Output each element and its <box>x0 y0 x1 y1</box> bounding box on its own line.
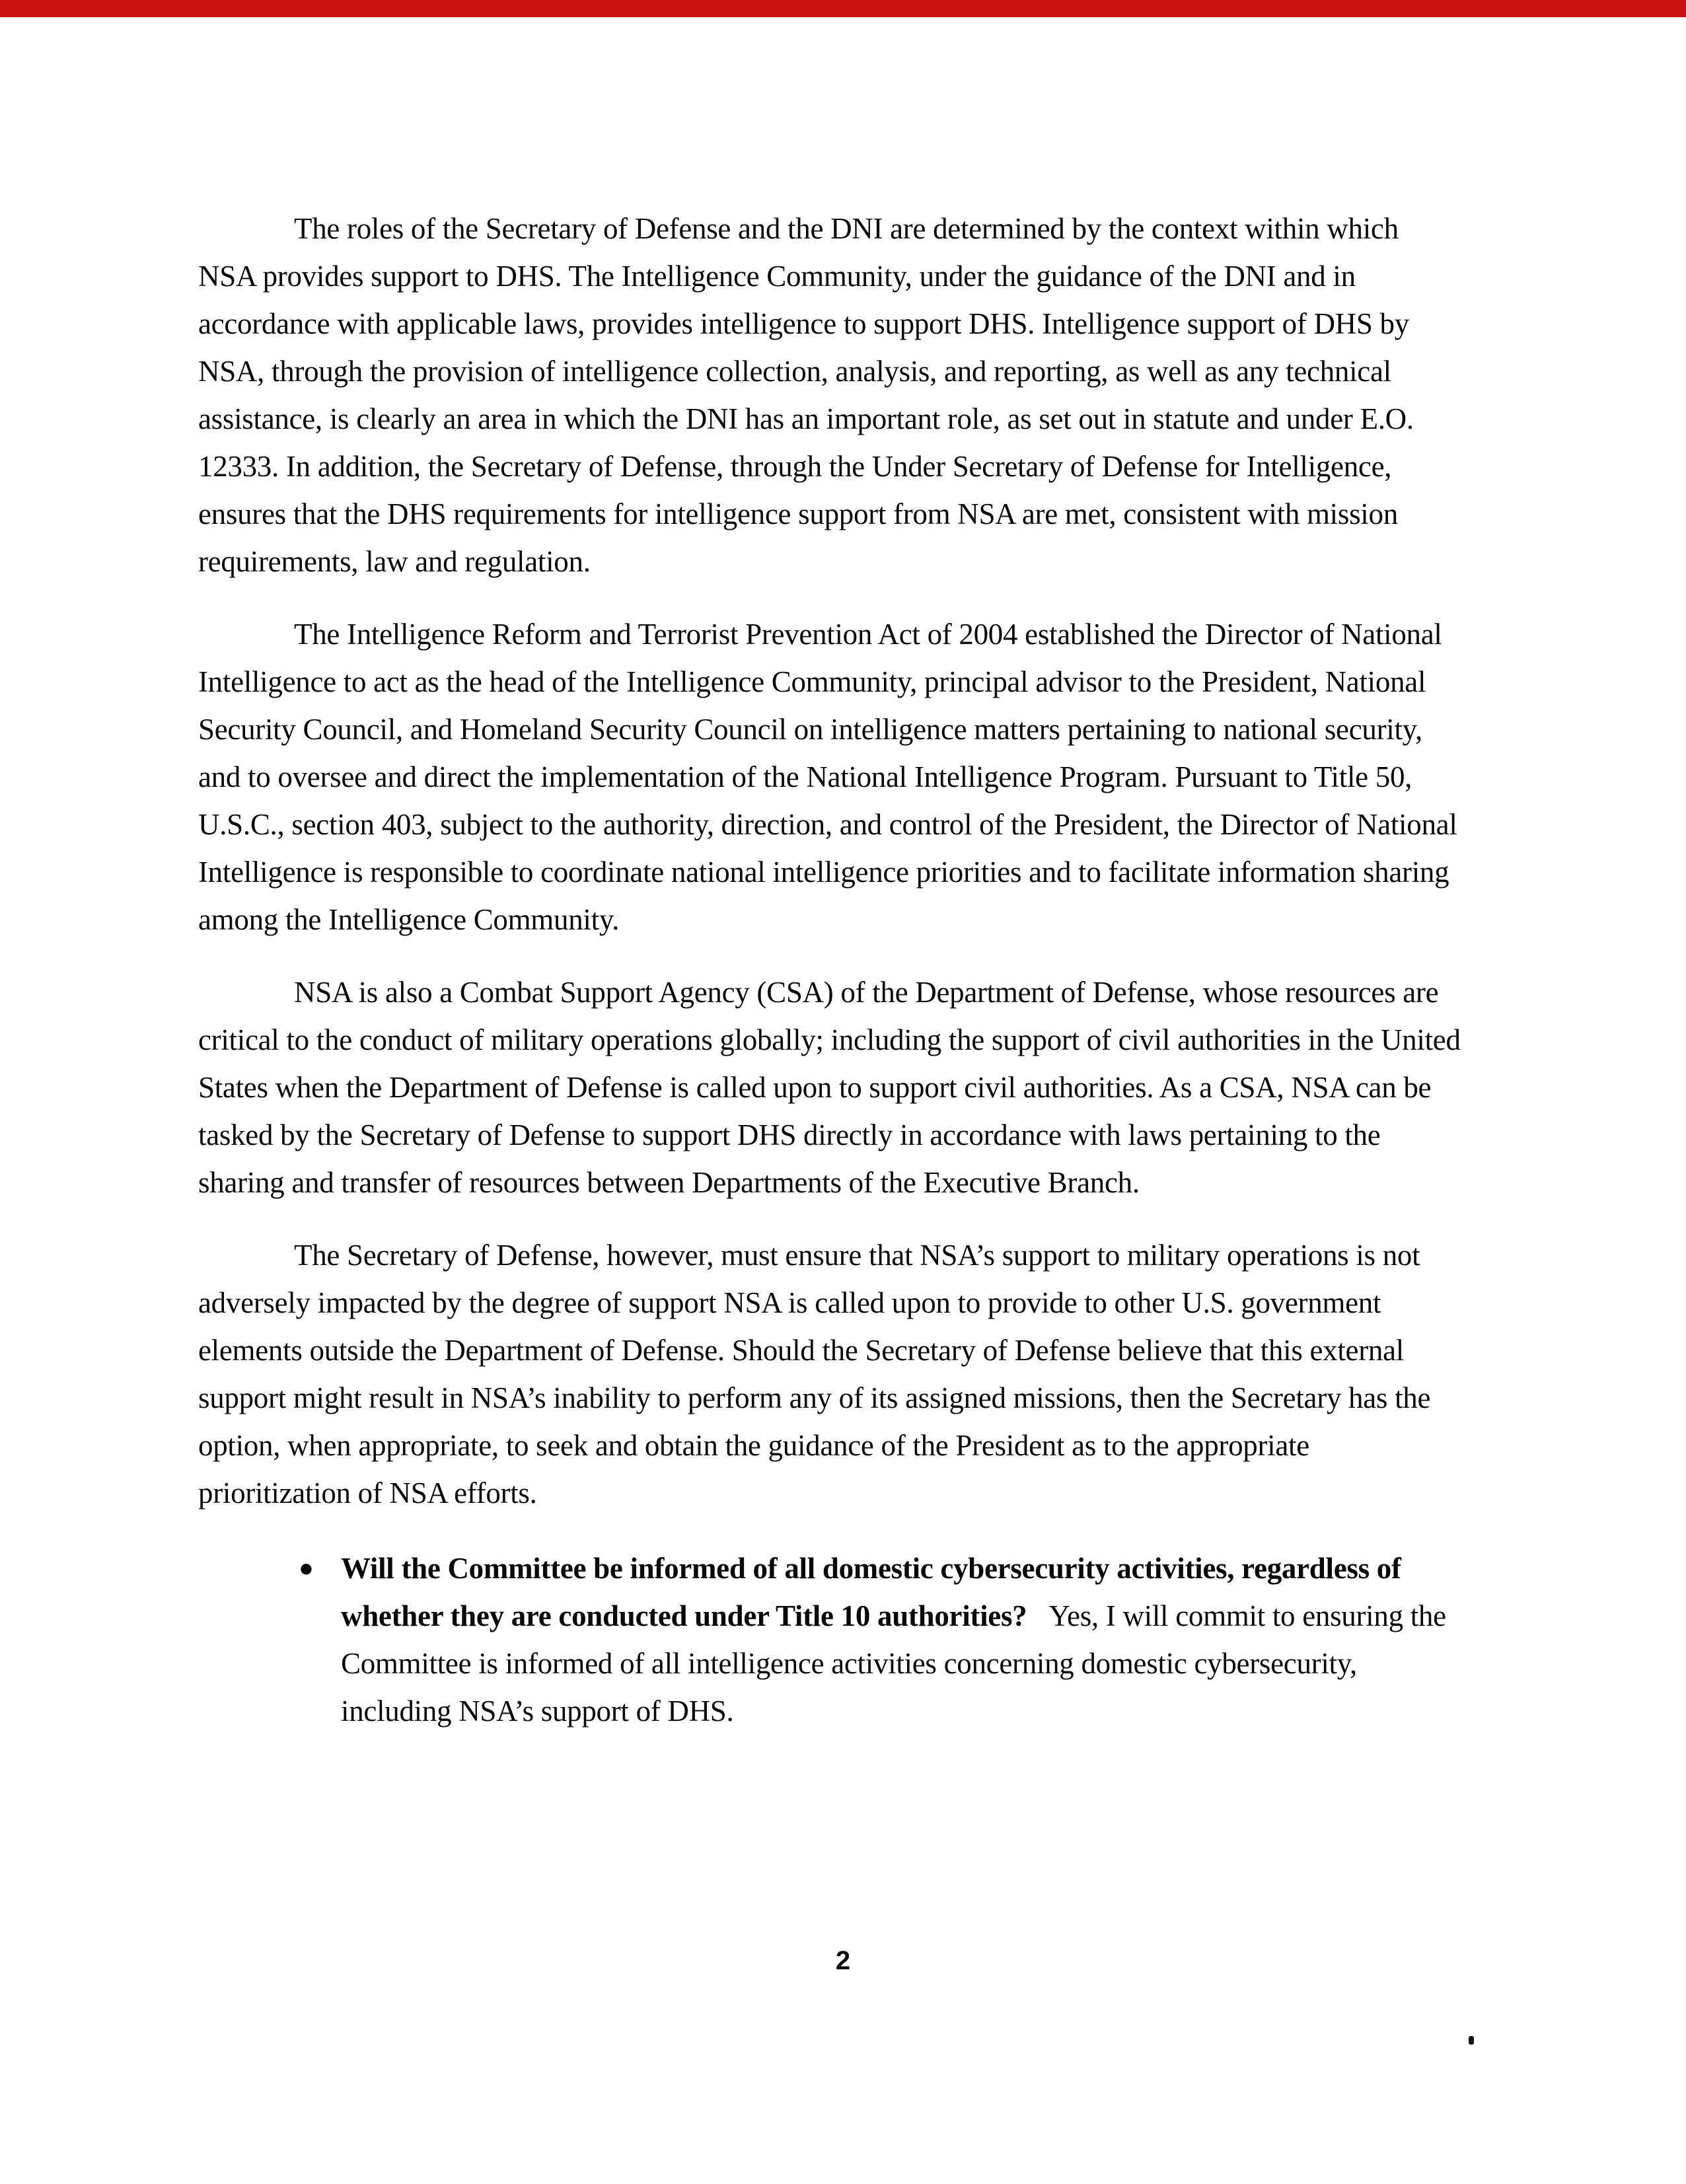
page-number: 2 <box>835 1946 851 1975</box>
paragraph-1: The roles of the Secretary of Defense and the DNI are determined by the context within which NSA provides support to DHS. The Intelligence Community, under the guidance of the DNI and in accordance with applicable laws, provides intelligence to support DHS. Intelligence support of DHS by NSA, through the provision of intelligence collection, analysis, and reporting, as well as any technical assistance, is clearly an area in which the DNI has an important role, as set out in statute and under E.O. 12333. In addition, the Secretary of Defense, through the Under Secretary of Defense for Intelligence, ensures that the DHS requirements for intelligence support from NSA are met, consistent with mission requirements, law and regulation. <box>198 212 1414 578</box>
ink-speck <box>1469 2036 1474 2045</box>
bullet-text <box>341 1545 1457 1735</box>
bullet-icon: ● <box>299 1554 314 1582</box>
bullet-item <box>299 1545 1461 1735</box>
paragraph-2: The Intelligence Reform and Terrorist Prevention Act of 2004 established the Director of National Intelligence to act as the head of the Intelligence Community, principal advisor to the President, National Security Council, and Homeland Security Council on intelligence matters pertaining to national security, and to oversee and direct the implementation of the National Intelligence Program. Pursuant to Title 50, U.S.C., section 403, subject to the authority, direction, and control of the President, the Director of National Intelligence is responsible to coordinate national intelligence priorities and to facilitate information sharing among the Intelligence Community. <box>198 618 1457 936</box>
document-body <box>198 205 1461 1735</box>
bullet-question: Will the Committee be informed of all domestic cybersecurity activities, regardless of whether they are conducted under Title 10 authorities? <box>341 1552 1401 1632</box>
paragraph-3: NSA is also a Combat Support Agency (CSA) of the Department of Defense, whose resources are critical to the conduct of military operations globally; including the support of civil authorities in the United States when the Department of Defense is called upon to support civil authorities. As a CSA, NSA can be tasked by the Secretary of Defense to support DHS directly in accordance with laws pertaining to the sharing and transfer of resources between Departments of the Executive Branch. <box>198 976 1461 1199</box>
scan-edge-bar <box>0 0 1686 17</box>
paragraph-4: The Secretary of Defense, however, must ensure that NSA’s support to military operations is not adversely impacted by the degree of support NSA is called upon to provide to other U.S. government elements outside the Department of Defense. Should the Secretary of Defense believe that this external support might result in NSA’s inability to perform any of its assigned missions, then the Secretary has the option, when appropriate, to seek and obtain the guidance of the President as to the appropriate prioritization of NSA efforts. <box>198 1239 1431 1510</box>
bullet-answer: Yes, I will commit to ensuring the Committee is informed of all intelligence activities concerning domestic cybersecurity, including NSA’s support of DHS. <box>341 1599 1446 1728</box>
